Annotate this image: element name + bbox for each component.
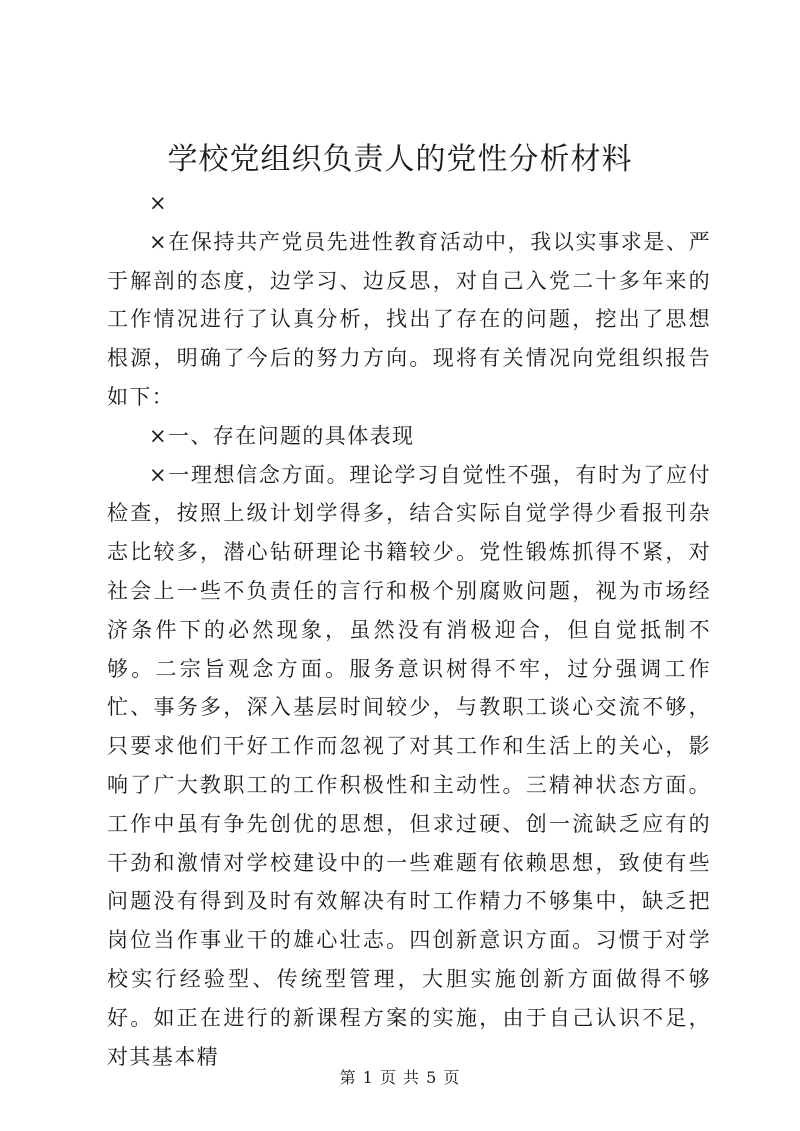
- paragraph-mark: ×: [149, 191, 168, 215]
- paragraph-problems: ×一理想信念方面。理论学习自觉性不强，有时为了应付检查，按照上级计划学得多，结合实际自觉学得少看报刊杂志比较多，潜心钻研理论书籍较少。党性锻炼抓得不紧，对社会上一些不负责任的言行和极个别腐败问题，视为市场经济条件下的必然现象，虽然没有消极迎合，但自觉抵制不够。二宗旨观念方面。服务意识树得不牢，过分强调工作忙、事务多，深入基层时间较少，与教职工谈心交流不够，只要求他们干好工作而忽视了对其工作和生活上的关心，影响了广大教职工的工作积极性和主动性。三精神状态方面。工作中虽有争先创优的思想，但求过硬、创一流缺乏应有的干劲和激情对学校建设中的一些难题有依赖思想，致使有些问题没有得到及时有效解决有时工作精力不够集中，缺乏把岗位当作事业干的雄心壮志。四创新意识方面。习惯于对学校实行经验型、传统型管理，大胆实施创新方面做得不够好。如正在进行的新课程方案的实施，由于自己认识不足，对其基本精: [107, 462, 711, 1069]
- section-heading: ×一、存在问题的具体表现: [149, 423, 415, 448]
- paragraph-intro: ×在保持共产党员先进性教育活动中，我以实事求是、严于解剖的态度，边学习、边反思，对自己入党二十多年来的工作情况进行了认真分析，找出了存在的问题，挖出了思想根源，明确了今后的努力方向。现将有关情况向党组织报告如下：: [107, 229, 711, 409]
- document-title: 学校党组织负责人的党性分析材料: [167, 142, 633, 177]
- document-body: [107, 184, 711, 1076]
- page-footer: 第 1 页 共 5 页: [339, 1068, 461, 1087]
